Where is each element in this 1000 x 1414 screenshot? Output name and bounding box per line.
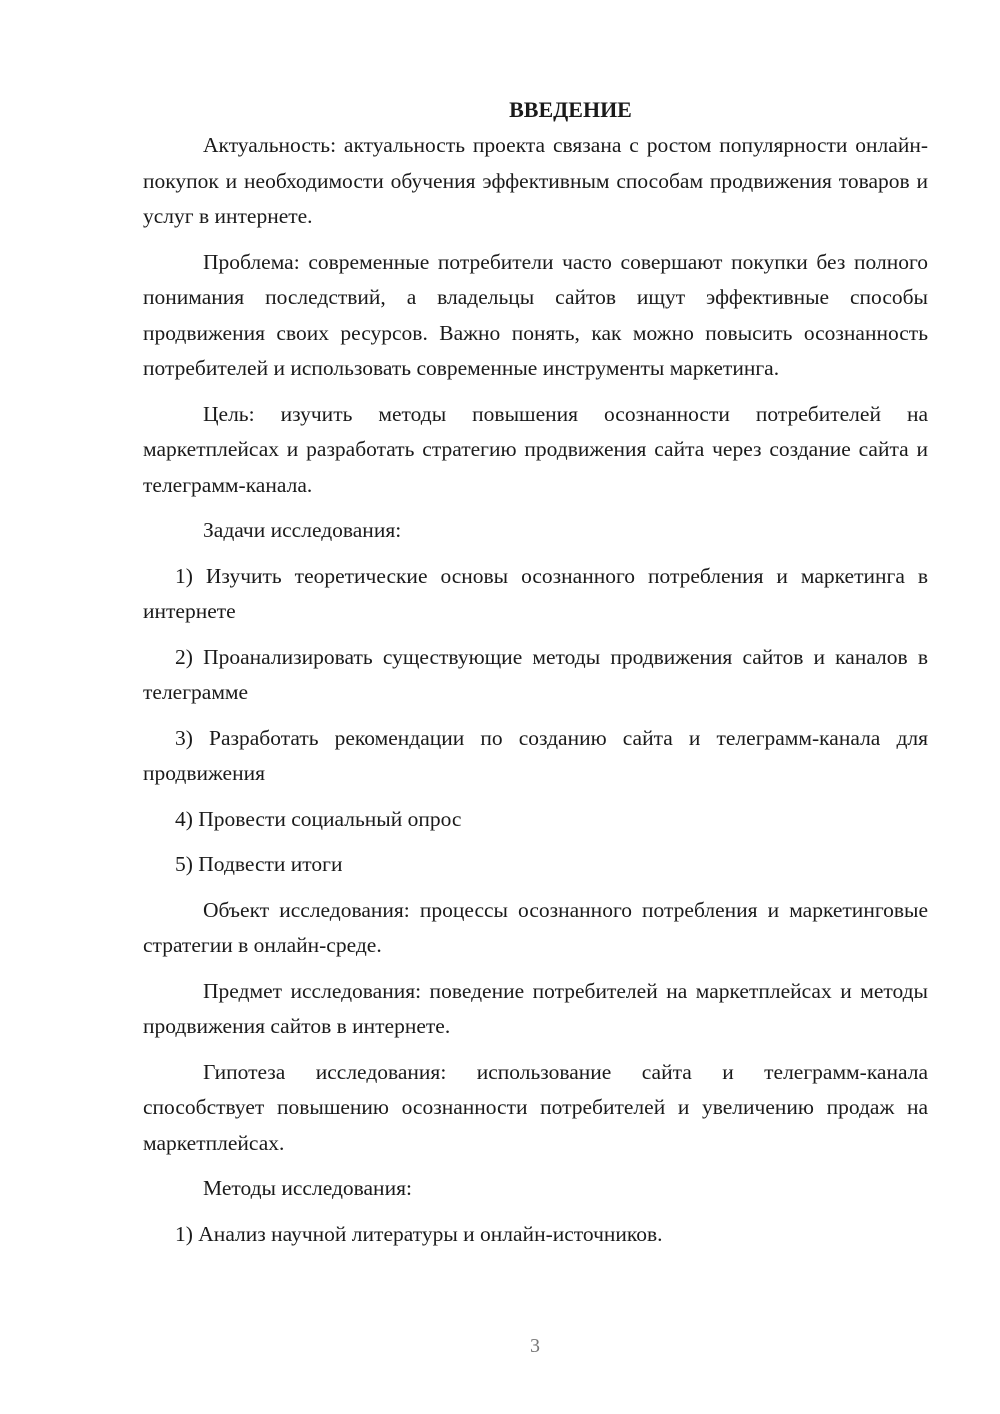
hypothesis-paragraph: Гипотеза исследования: использование сайта и телеграмм-канала способствует повышению осознанности потребителей и увеличению продаж на маркетплейсах.	[143, 1059, 928, 1155]
section-heading: ВВЕДЕНИЕ	[509, 97, 632, 122]
task-item-3: 3) Разработать рекомендации по созданию сайта и телеграмм-канала для продвижения	[143, 725, 928, 785]
subject-paragraph: Предмет исследования: поведение потребителей на маркетплейсах и методы продвижения сайтов в интернете.	[143, 978, 928, 1038]
tasks-title: Задачи исследования:	[203, 518, 402, 542]
task-item-4: 4) Провести социальный опрос	[175, 806, 462, 831]
task-item-5: 5) Подвести итоги	[175, 852, 343, 876]
task-item-1: 1) Изучить теоретические основы осознанного потребления и маркетинга в интернете	[143, 563, 928, 623]
problem-paragraph: Проблема: современные потребители часто совершают покупки без полного понимания последствий, а владельцы сайтов ищут эффективные способы продвижения своих ресурсов. Важно понять, как можно повысить осознанность потребителей и использовать современные инструменты маркетинга.	[143, 249, 928, 380]
task-item-2: 2) Проанализировать существующие методы продвижения сайтов и каналов в телеграмме	[143, 644, 928, 704]
page-number: 3	[530, 1335, 540, 1357]
document-page	[143, 92, 928, 1262]
object-paragraph: Объект исследования: процессы осознанного потребления и маркетинговые стратегии в онлайн-среде.	[143, 897, 928, 957]
methods-title: Методы исследования:	[203, 1176, 412, 1200]
relevance-paragraph: Актуальность: актуальность проекта связана с ростом популярности онлайн-покупок и необходимости обучения эффективным способам продвижения товаров и услуг в интернете.	[143, 133, 928, 228]
goal-paragraph: Цель: изучить методы повышения осознанности потребителей на маркетплейсах и разработать стратегию продвижения сайта через создание сайта и телеграмм-канала.	[143, 401, 928, 497]
method-item-1: 1) Анализ научной литературы и онлайн-источников.	[175, 1221, 663, 1246]
